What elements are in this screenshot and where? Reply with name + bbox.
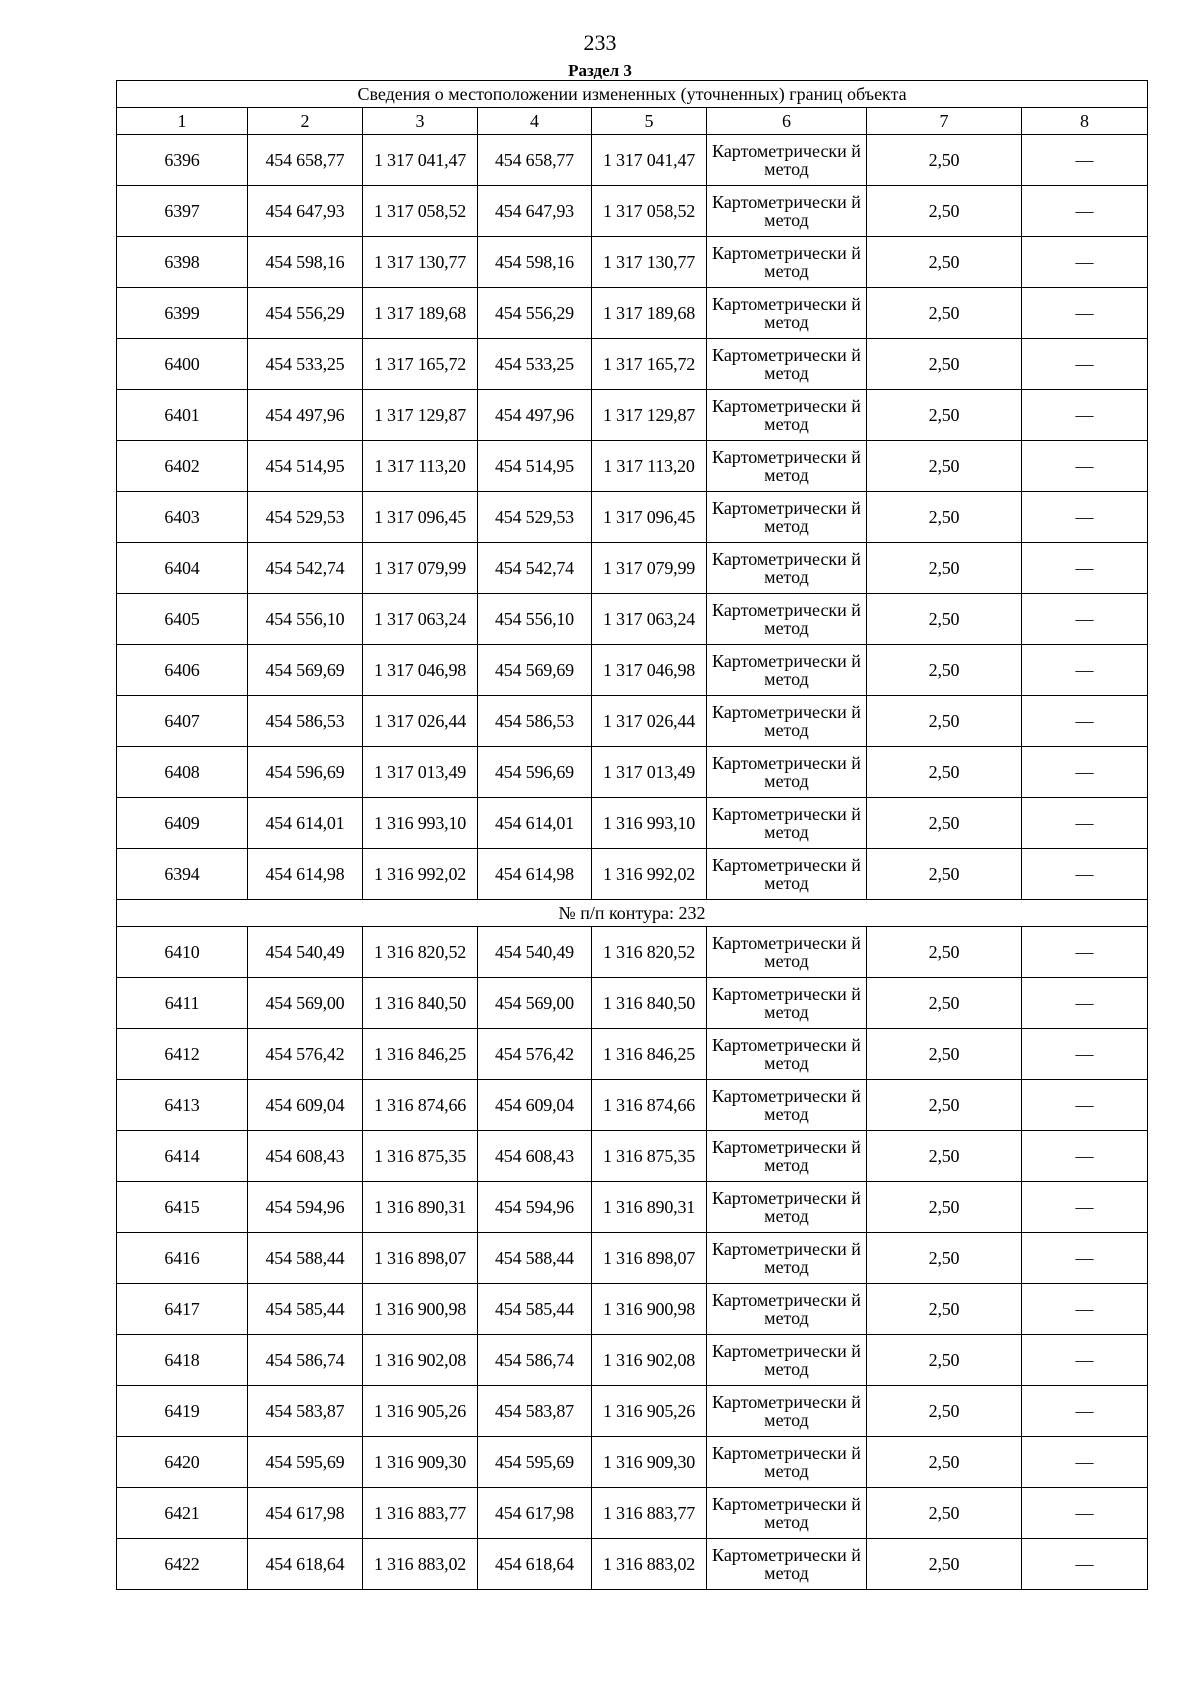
- x-coordinate-cell: 454 533,25: [248, 339, 363, 390]
- x-coordinate-cell: 454 614,98: [478, 849, 592, 900]
- point-number-cell: 6418: [117, 1335, 248, 1386]
- y-coordinate-cell: 1 316 840,50: [363, 978, 478, 1029]
- table-row: [117, 441, 1148, 492]
- y-coordinate-cell: 1 317 129,87: [363, 390, 478, 441]
- accuracy-cell: 2,50: [867, 135, 1022, 186]
- x-coordinate-cell: 454 569,69: [248, 645, 363, 696]
- x-coordinate-cell: 454 542,74: [478, 543, 592, 594]
- x-coordinate-cell: 454 618,64: [478, 1539, 592, 1590]
- y-coordinate-cell: 1 316 890,31: [592, 1182, 707, 1233]
- point-number-cell: 6406: [117, 645, 248, 696]
- contour-row: [117, 900, 1148, 927]
- x-coordinate-cell: 454 609,04: [478, 1080, 592, 1131]
- point-number-cell: 6397: [117, 186, 248, 237]
- method-cell: Картометрически й метод: [707, 594, 867, 645]
- note-cell: —: [1022, 390, 1148, 441]
- point-number-cell: 6415: [117, 1182, 248, 1233]
- x-coordinate-cell: 454 598,16: [478, 237, 592, 288]
- table-row: [117, 1233, 1148, 1284]
- table-row: [117, 390, 1148, 441]
- note-cell: —: [1022, 1080, 1148, 1131]
- y-coordinate-cell: 1 316 883,02: [592, 1539, 707, 1590]
- note-cell: —: [1022, 441, 1148, 492]
- table-row: [117, 543, 1148, 594]
- note-cell: —: [1022, 645, 1148, 696]
- coordinates-table: [116, 80, 1148, 1590]
- accuracy-cell: 2,50: [867, 927, 1022, 978]
- method-cell: Картометрически й метод: [707, 1335, 867, 1386]
- x-coordinate-cell: 454 556,29: [248, 288, 363, 339]
- method-cell: Картометрически й метод: [707, 135, 867, 186]
- note-cell: —: [1022, 237, 1148, 288]
- x-coordinate-cell: 454 586,74: [478, 1335, 592, 1386]
- table-row: [117, 1386, 1148, 1437]
- x-coordinate-cell: 454 497,96: [248, 390, 363, 441]
- method-cell: Картометрически й метод: [707, 978, 867, 1029]
- x-coordinate-cell: 454 594,96: [478, 1182, 592, 1233]
- note-cell: —: [1022, 186, 1148, 237]
- y-coordinate-cell: 1 317 058,52: [592, 186, 707, 237]
- accuracy-cell: 2,50: [867, 390, 1022, 441]
- method-cell: Картометрически й метод: [707, 1029, 867, 1080]
- y-coordinate-cell: 1 317 063,24: [592, 594, 707, 645]
- accuracy-cell: 2,50: [867, 1080, 1022, 1131]
- accuracy-cell: 2,50: [867, 1437, 1022, 1488]
- table-row: [117, 1284, 1148, 1335]
- x-coordinate-cell: 454 586,53: [478, 696, 592, 747]
- section-title: Раздел 3: [568, 61, 632, 80]
- y-coordinate-cell: 1 316 874,66: [592, 1080, 707, 1131]
- x-coordinate-cell: 454 586,74: [248, 1335, 363, 1386]
- note-cell: —: [1022, 1182, 1148, 1233]
- note-cell: —: [1022, 492, 1148, 543]
- point-number-cell: 6410: [117, 927, 248, 978]
- table-row: [117, 237, 1148, 288]
- column-number: 5: [592, 108, 707, 135]
- note-cell: —: [1022, 1437, 1148, 1488]
- x-coordinate-cell: 454 569,00: [248, 978, 363, 1029]
- note-cell: —: [1022, 747, 1148, 798]
- method-cell: Картометрически й метод: [707, 1182, 867, 1233]
- x-coordinate-cell: 454 585,44: [478, 1284, 592, 1335]
- y-coordinate-cell: 1 316 902,08: [592, 1335, 707, 1386]
- accuracy-cell: 2,50: [867, 1539, 1022, 1590]
- x-coordinate-cell: 454 647,93: [248, 186, 363, 237]
- point-number-cell: 6404: [117, 543, 248, 594]
- x-coordinate-cell: 454 614,01: [248, 798, 363, 849]
- x-coordinate-cell: 454 542,74: [248, 543, 363, 594]
- y-coordinate-cell: 1 316 820,52: [592, 927, 707, 978]
- y-coordinate-cell: 1 317 130,77: [363, 237, 478, 288]
- note-cell: —: [1022, 696, 1148, 747]
- y-coordinate-cell: 1 317 189,68: [363, 288, 478, 339]
- x-coordinate-cell: 454 617,98: [248, 1488, 363, 1539]
- y-coordinate-cell: 1 316 898,07: [363, 1233, 478, 1284]
- point-number-cell: 6420: [117, 1437, 248, 1488]
- x-coordinate-cell: 454 618,64: [248, 1539, 363, 1590]
- y-coordinate-cell: 1 316 820,52: [363, 927, 478, 978]
- note-cell: —: [1022, 1284, 1148, 1335]
- y-coordinate-cell: 1 317 026,44: [363, 696, 478, 747]
- point-number-cell: 6400: [117, 339, 248, 390]
- y-coordinate-cell: 1 317 165,72: [592, 339, 707, 390]
- accuracy-cell: 2,50: [867, 978, 1022, 1029]
- column-number: 8: [1022, 108, 1148, 135]
- table-row: [117, 1182, 1148, 1233]
- y-coordinate-cell: 1 317 113,20: [363, 441, 478, 492]
- point-number-cell: 6405: [117, 594, 248, 645]
- table-row: [117, 927, 1148, 978]
- x-coordinate-cell: 454 569,69: [478, 645, 592, 696]
- note-cell: —: [1022, 594, 1148, 645]
- method-cell: Картометрически й метод: [707, 696, 867, 747]
- point-number-cell: 6417: [117, 1284, 248, 1335]
- y-coordinate-cell: 1 317 046,98: [363, 645, 478, 696]
- method-cell: Картометрически й метод: [707, 390, 867, 441]
- point-number-cell: 6411: [117, 978, 248, 1029]
- x-coordinate-cell: 454 533,25: [478, 339, 592, 390]
- method-cell: Картометрически й метод: [707, 645, 867, 696]
- column-number: 3: [363, 108, 478, 135]
- note-cell: —: [1022, 1335, 1148, 1386]
- accuracy-cell: 2,50: [867, 1335, 1022, 1386]
- column-number: 6: [707, 108, 867, 135]
- accuracy-cell: 2,50: [867, 696, 1022, 747]
- y-coordinate-cell: 1 316 890,31: [363, 1182, 478, 1233]
- x-coordinate-cell: 454 569,00: [478, 978, 592, 1029]
- y-coordinate-cell: 1 316 840,50: [592, 978, 707, 1029]
- accuracy-cell: 2,50: [867, 594, 1022, 645]
- table-row: [117, 186, 1148, 237]
- note-cell: —: [1022, 1233, 1148, 1284]
- y-coordinate-cell: 1 316 846,25: [363, 1029, 478, 1080]
- y-coordinate-cell: 1 317 041,47: [363, 135, 478, 186]
- y-coordinate-cell: 1 317 079,99: [592, 543, 707, 594]
- x-coordinate-cell: 454 647,93: [478, 186, 592, 237]
- x-coordinate-cell: 454 588,44: [248, 1233, 363, 1284]
- x-coordinate-cell: 454 514,95: [478, 441, 592, 492]
- x-coordinate-cell: 454 529,53: [248, 492, 363, 543]
- x-coordinate-cell: 454 556,10: [248, 594, 363, 645]
- y-coordinate-cell: 1 316 875,35: [592, 1131, 707, 1182]
- x-coordinate-cell: 454 617,98: [478, 1488, 592, 1539]
- y-coordinate-cell: 1 316 900,98: [592, 1284, 707, 1335]
- x-coordinate-cell: 454 608,43: [248, 1131, 363, 1182]
- y-coordinate-cell: 1 317 013,49: [363, 747, 478, 798]
- method-cell: Картометрически й метод: [707, 543, 867, 594]
- table-row: [117, 1131, 1148, 1182]
- y-coordinate-cell: 1 317 096,45: [592, 492, 707, 543]
- y-coordinate-cell: 1 317 079,99: [363, 543, 478, 594]
- point-number-cell: 6409: [117, 798, 248, 849]
- point-number-cell: 6422: [117, 1539, 248, 1590]
- point-number-cell: 6394: [117, 849, 248, 900]
- table-caption-row: [117, 81, 1148, 108]
- accuracy-cell: 2,50: [867, 186, 1022, 237]
- table-row: [117, 1437, 1148, 1488]
- y-coordinate-cell: 1 317 189,68: [592, 288, 707, 339]
- x-coordinate-cell: 454 583,87: [478, 1386, 592, 1437]
- table-row: [117, 339, 1148, 390]
- method-cell: Картометрически й метод: [707, 747, 867, 798]
- table-row: [117, 849, 1148, 900]
- y-coordinate-cell: 1 316 900,98: [363, 1284, 478, 1335]
- y-coordinate-cell: 1 316 992,02: [592, 849, 707, 900]
- point-number-cell: 6403: [117, 492, 248, 543]
- x-coordinate-cell: 454 609,04: [248, 1080, 363, 1131]
- x-coordinate-cell: 454 595,69: [478, 1437, 592, 1488]
- accuracy-cell: 2,50: [867, 1488, 1022, 1539]
- note-cell: —: [1022, 978, 1148, 1029]
- point-number-cell: 6421: [117, 1488, 248, 1539]
- y-coordinate-cell: 1 316 898,07: [592, 1233, 707, 1284]
- method-cell: Картометрически й метод: [707, 1233, 867, 1284]
- y-coordinate-cell: 1 316 905,26: [592, 1386, 707, 1437]
- method-cell: Картометрически й метод: [707, 441, 867, 492]
- point-number-cell: 6414: [117, 1131, 248, 1182]
- method-cell: Картометрически й метод: [707, 927, 867, 978]
- note-cell: —: [1022, 1488, 1148, 1539]
- point-number-cell: 6408: [117, 747, 248, 798]
- method-cell: Картометрически й метод: [707, 849, 867, 900]
- table-row: [117, 978, 1148, 1029]
- x-coordinate-cell: 454 514,95: [248, 441, 363, 492]
- y-coordinate-cell: 1 317 130,77: [592, 237, 707, 288]
- table-row: [117, 594, 1148, 645]
- method-cell: Картометрически й метод: [707, 1284, 867, 1335]
- table-row: [117, 1080, 1148, 1131]
- x-coordinate-cell: 454 556,29: [478, 288, 592, 339]
- note-cell: —: [1022, 135, 1148, 186]
- note-cell: —: [1022, 1386, 1148, 1437]
- x-coordinate-cell: 454 595,69: [248, 1437, 363, 1488]
- table-row: [117, 645, 1148, 696]
- x-coordinate-cell: 454 658,77: [248, 135, 363, 186]
- x-coordinate-cell: 454 588,44: [478, 1233, 592, 1284]
- accuracy-cell: 2,50: [867, 543, 1022, 594]
- accuracy-cell: 2,50: [867, 1284, 1022, 1335]
- table-row: [117, 1488, 1148, 1539]
- note-cell: —: [1022, 849, 1148, 900]
- y-coordinate-cell: 1 316 993,10: [363, 798, 478, 849]
- method-cell: Картометрически й метод: [707, 492, 867, 543]
- y-coordinate-cell: 1 317 026,44: [592, 696, 707, 747]
- x-coordinate-cell: 454 596,69: [248, 747, 363, 798]
- accuracy-cell: 2,50: [867, 492, 1022, 543]
- column-number: 7: [867, 108, 1022, 135]
- table-row: [117, 1335, 1148, 1386]
- method-cell: Картометрически й метод: [707, 1488, 867, 1539]
- note-cell: —: [1022, 1131, 1148, 1182]
- method-cell: Картометрически й метод: [707, 339, 867, 390]
- x-coordinate-cell: 454 576,42: [248, 1029, 363, 1080]
- table-caption: Сведения о местоположении измененных (уточненных) границ объекта: [117, 81, 1148, 108]
- accuracy-cell: 2,50: [867, 798, 1022, 849]
- contour-label: № п/п контура: 232: [117, 900, 1148, 927]
- y-coordinate-cell: 1 316 883,02: [363, 1539, 478, 1590]
- accuracy-cell: 2,50: [867, 849, 1022, 900]
- accuracy-cell: 2,50: [867, 1029, 1022, 1080]
- accuracy-cell: 2,50: [867, 1182, 1022, 1233]
- point-number-cell: 6402: [117, 441, 248, 492]
- x-coordinate-cell: 454 586,53: [248, 696, 363, 747]
- accuracy-cell: 2,50: [867, 441, 1022, 492]
- note-cell: —: [1022, 339, 1148, 390]
- point-number-cell: 6416: [117, 1233, 248, 1284]
- x-coordinate-cell: 454 583,87: [248, 1386, 363, 1437]
- y-coordinate-cell: 1 317 113,20: [592, 441, 707, 492]
- method-cell: Картометрически й метод: [707, 237, 867, 288]
- point-number-cell: 6407: [117, 696, 248, 747]
- accuracy-cell: 2,50: [867, 339, 1022, 390]
- table-body: [117, 135, 1148, 1590]
- point-number-cell: 6419: [117, 1386, 248, 1437]
- y-coordinate-cell: 1 317 046,98: [592, 645, 707, 696]
- x-coordinate-cell: 454 540,49: [478, 927, 592, 978]
- y-coordinate-cell: 1 316 846,25: [592, 1029, 707, 1080]
- table-row: [117, 492, 1148, 543]
- x-coordinate-cell: 454 576,42: [478, 1029, 592, 1080]
- method-cell: Картометрически й метод: [707, 1080, 867, 1131]
- y-coordinate-cell: 1 316 874,66: [363, 1080, 478, 1131]
- x-coordinate-cell: 454 658,77: [478, 135, 592, 186]
- y-coordinate-cell: 1 317 165,72: [363, 339, 478, 390]
- point-number-cell: 6396: [117, 135, 248, 186]
- y-coordinate-cell: 1 316 902,08: [363, 1335, 478, 1386]
- note-cell: —: [1022, 1539, 1148, 1590]
- table-row: [117, 696, 1148, 747]
- y-coordinate-cell: 1 317 058,52: [363, 186, 478, 237]
- y-coordinate-cell: 1 316 909,30: [363, 1437, 478, 1488]
- column-number-row: [117, 108, 1148, 135]
- accuracy-cell: 2,50: [867, 1233, 1022, 1284]
- x-coordinate-cell: 454 497,96: [478, 390, 592, 441]
- x-coordinate-cell: 454 598,16: [248, 237, 363, 288]
- note-cell: —: [1022, 927, 1148, 978]
- page-number: 233: [583, 30, 617, 55]
- note-cell: —: [1022, 288, 1148, 339]
- accuracy-cell: 2,50: [867, 747, 1022, 798]
- point-number-cell: 6398: [117, 237, 248, 288]
- table-row: [117, 798, 1148, 849]
- y-coordinate-cell: 1 316 992,02: [363, 849, 478, 900]
- x-coordinate-cell: 454 608,43: [478, 1131, 592, 1182]
- accuracy-cell: 2,50: [867, 237, 1022, 288]
- accuracy-cell: 2,50: [867, 1131, 1022, 1182]
- point-number-cell: 6401: [117, 390, 248, 441]
- column-number: 1: [117, 108, 248, 135]
- table-row: [117, 1029, 1148, 1080]
- y-coordinate-cell: 1 317 129,87: [592, 390, 707, 441]
- y-coordinate-cell: 1 316 883,77: [363, 1488, 478, 1539]
- method-cell: Картометрически й метод: [707, 1539, 867, 1590]
- x-coordinate-cell: 454 585,44: [248, 1284, 363, 1335]
- x-coordinate-cell: 454 614,98: [248, 849, 363, 900]
- x-coordinate-cell: 454 529,53: [478, 492, 592, 543]
- method-cell: Картометрически й метод: [707, 1131, 867, 1182]
- y-coordinate-cell: 1 317 096,45: [363, 492, 478, 543]
- y-coordinate-cell: 1 317 041,47: [592, 135, 707, 186]
- y-coordinate-cell: 1 317 013,49: [592, 747, 707, 798]
- y-coordinate-cell: 1 317 063,24: [363, 594, 478, 645]
- accuracy-cell: 2,50: [867, 1386, 1022, 1437]
- point-number-cell: 6412: [117, 1029, 248, 1080]
- accuracy-cell: 2,50: [867, 645, 1022, 696]
- point-number-cell: 6413: [117, 1080, 248, 1131]
- note-cell: —: [1022, 798, 1148, 849]
- column-number: 4: [478, 108, 592, 135]
- x-coordinate-cell: 454 556,10: [478, 594, 592, 645]
- y-coordinate-cell: 1 316 883,77: [592, 1488, 707, 1539]
- x-coordinate-cell: 454 614,01: [478, 798, 592, 849]
- column-number: 2: [248, 108, 363, 135]
- note-cell: —: [1022, 543, 1148, 594]
- note-cell: —: [1022, 1029, 1148, 1080]
- y-coordinate-cell: 1 316 905,26: [363, 1386, 478, 1437]
- table-row: [117, 135, 1148, 186]
- table-row: [117, 747, 1148, 798]
- method-cell: Картометрически й метод: [707, 288, 867, 339]
- table-row: [117, 1539, 1148, 1590]
- x-coordinate-cell: 454 540,49: [248, 927, 363, 978]
- y-coordinate-cell: 1 316 875,35: [363, 1131, 478, 1182]
- method-cell: Картометрически й метод: [707, 186, 867, 237]
- method-cell: Картометрически й метод: [707, 1437, 867, 1488]
- x-coordinate-cell: 454 594,96: [248, 1182, 363, 1233]
- table-row: [117, 288, 1148, 339]
- x-coordinate-cell: 454 596,69: [478, 747, 592, 798]
- method-cell: Картометрически й метод: [707, 798, 867, 849]
- y-coordinate-cell: 1 316 993,10: [592, 798, 707, 849]
- y-coordinate-cell: 1 316 909,30: [592, 1437, 707, 1488]
- accuracy-cell: 2,50: [867, 288, 1022, 339]
- method-cell: Картометрически й метод: [707, 1386, 867, 1437]
- point-number-cell: 6399: [117, 288, 248, 339]
